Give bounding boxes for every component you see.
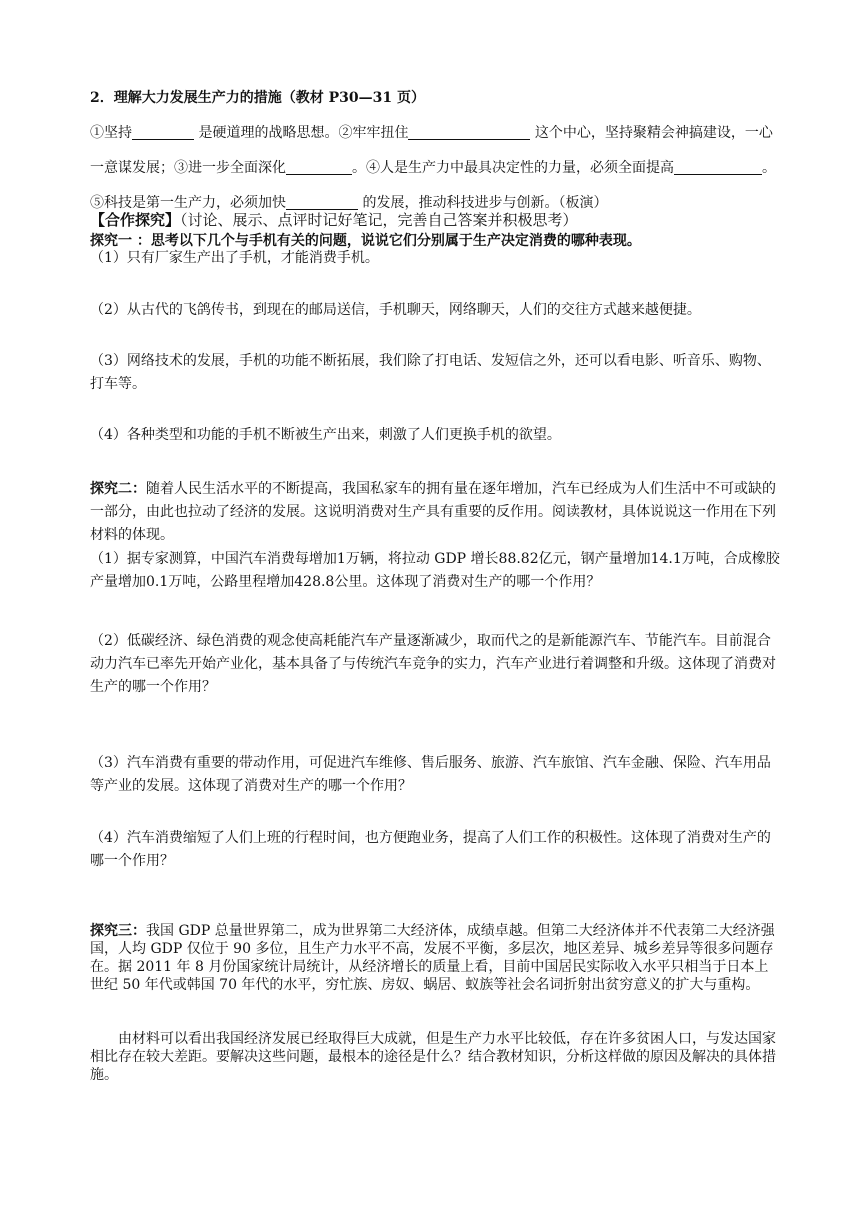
answer-blank-5[interactable] (286, 193, 358, 210)
inquiry-1-item-4: （4）各种类型和功能的手机不断被生产出来，刺激了人们更换手机的欲望。 (90, 427, 561, 443)
inquiry-2-label: 探究二： (90, 481, 146, 497)
fill-text-5: 。⑤科技是第一生产力，必须加快 (90, 160, 776, 211)
fill-text-6: 的发展，推动科技进步与创新。（板演） (358, 195, 608, 211)
section-2-title: 2．理解大力发展生产力的措施（教材 P30—31 页） (90, 90, 425, 106)
fill-text-2: 是硬道理的战略思想。②牢牢扭住 (194, 125, 409, 141)
inquiry-3-question: 由材料可以看出我国经济发展已经取得巨大成就，但是生产力水平比较低，存在许多贫困人口，与发达国家相比存在较大差距。要解决这些问题，最根本的途径是什么？结合教材知识，分析这样做的原因及解决的具体措施。 (90, 1031, 776, 1083)
inquiry-1-title: 探究一 ：思考以下几个与手机有关的问题，说说它们分别属于生产决定消费的哪种表现。 (90, 233, 641, 249)
inquiry-2-intro-text: 随着人民生活水平的不断提高，我国私家车的拥有量在逐年增加，汽车已经成为人们生活中不可或缺的一部分，由此也拉动了经济的发展。这说明消费对生产具有重要的反作用。阅读教材，具体说说这一作用在下列材料的体现。 (90, 481, 776, 543)
inquiry-2-item-2: （2）低碳经济、绿色消费的观念使高耗能汽车产量逐渐减少，取而代之的是新能源汽车、节能汽车。目前混合动力汽车已率先开始产业化，基本具备了与传统汽车竞争的实力，汽车产业进行着调整和升级。这体现了消费对生产的哪一个作用？ (90, 633, 776, 695)
inquiry-1-item-3: （3）网络技术的发展，手机的功能不断拓展，我们除了打电话、发短信之外，还可以看电影、听音乐、购物、打车等。 (90, 353, 771, 392)
inquiry-3-material (90, 922, 780, 994)
cooperative-inquiry-header (90, 210, 780, 230)
inquiry-2-item-4: （4）汽车消费缩短了人们上班的行程时间，也方便跑业务，提高了人们工作的积极性。这体现了消费对生产的哪一个作用？ (90, 830, 771, 869)
answer-blank-1[interactable] (132, 123, 194, 140)
cooperative-inquiry-title: 【合作探究】 (90, 211, 181, 229)
answer-blank-4[interactable] (674, 158, 762, 175)
fill-text-4: 。④人是生产力中最具决定性的力量，必须全面提高 (352, 160, 674, 176)
inquiry-1-item-2: （2）从古代的飞鸽传书，到现在的邮局送信，手机聊天，网络聊天，人们的交往方式越来越便捷。 (90, 302, 701, 318)
fill-text-1: ①坚持 (90, 125, 132, 141)
inquiry-1-item-1: （1）只有厂家生产出了手机，才能消费手机。 (90, 250, 379, 266)
inquiry-2-item-1: （1）据专家测算，中国汽车消费每增加1万辆，将拉动 GDP 增长88.82亿元，钢产量增加14.1万吨，合成橡胶产量增加0.1万吨，公路里程增加428.8公里。这体现了消费对生产的哪一个作用？ (90, 551, 780, 590)
inquiry-3-material-text: 我国 GDP 总量世界第二，成为世界第二大经济体，成绩卓越。但第二大经济体并不代表第二大经济强国，人均 GDP 仅位于 90 多位，且生产力水平不高，发展不平衡，多层次，地区差异、城乡差异等很多问题存在。据 2011 年 8 月份国家统计局统计，从经济增长的质量上看，目前中国居民实际收入水平只相当于日本上世纪 50 年代或韩国 70 年代的水平，穷忙族、房奴、蜗居、蚁族等社会名词折射出贫穷意义的扩大与重构。 (90, 923, 775, 993)
fill-in-paragraph (90, 116, 780, 221)
answer-blank-3[interactable] (286, 158, 352, 175)
fill-text-3: 这个中心，坚持聚精会神搞建设，一心一意谋发展；③进一步全面深化 (90, 125, 773, 176)
inquiry-2-item-3: （3）汽车消费有重要的带动作用，可促进汽车维修、售后服务、旅游、汽车旅馆、汽车金融、保险、汽车用品等产业的发展。这体现了消费对生产的哪一个作用？ (90, 755, 771, 794)
inquiry-3-label: 探究三： (90, 923, 146, 939)
cooperative-inquiry-note: （讨论、展示、点评时记好笔记，完善自己答案并积极思考） (180, 211, 578, 229)
answer-blank-2[interactable] (408, 123, 530, 140)
inquiry-2-intro (90, 478, 780, 547)
